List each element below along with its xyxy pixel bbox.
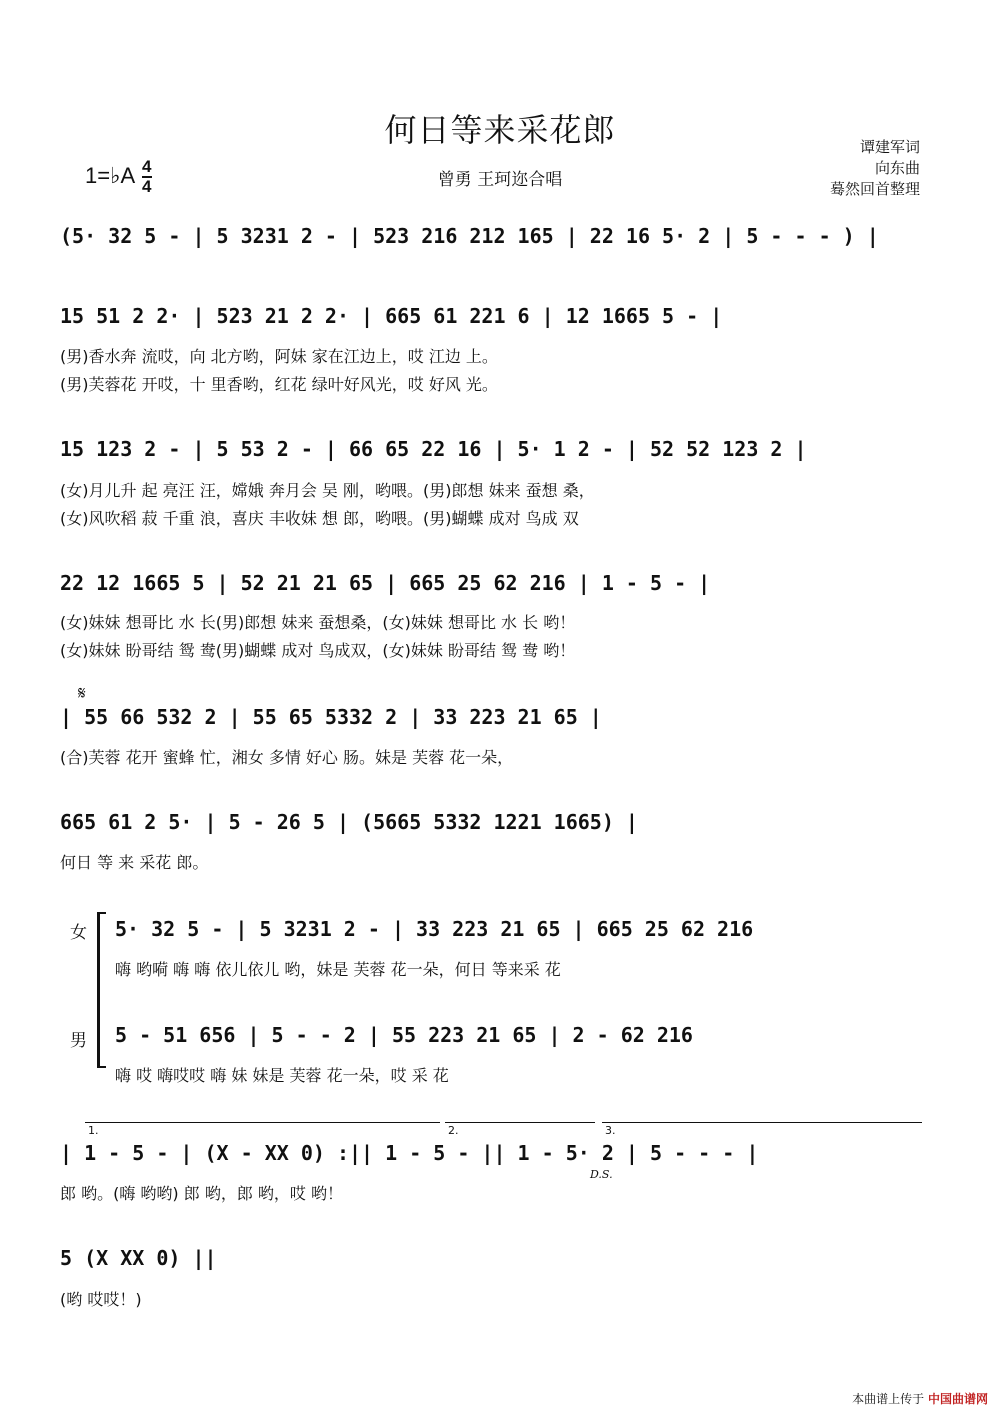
volta-number-1: 1. — [88, 1124, 99, 1137]
performers: 曾勇 王珂迩合唱 — [437, 170, 563, 190]
voice-label-male: 男 — [70, 1031, 87, 1051]
notation-row-female: 5· 32 5 - | 5 3231 2 - | 33 223 21 65 | 665 25 62 216 — [115, 917, 754, 941]
volta-bracket-2 — [445, 1122, 595, 1123]
volta-number-3: 3. — [605, 1124, 616, 1137]
system-brace — [97, 912, 106, 1068]
lyrics-endings: 郎 哟。(嗨 哟哟) 郎 哟，郎 哟，哎 哟！ — [60, 1184, 344, 1203]
dal-segno-mark: D.S. — [590, 1168, 613, 1181]
volta-bracket-3 — [602, 1122, 922, 1123]
voice-label-female: 女 — [70, 923, 87, 943]
volta-bracket-1 — [85, 1122, 440, 1123]
lyrics-verse-a-2: (男)芙蓉花 开哎，十 里香哟，红花 绿叶好风光，哎 好风 光。 — [60, 375, 498, 394]
notation-row-endings: | 1 - 5 - | (X - XX 0) :|| 1 - 5 - || 1 - 5· 2 | 5 - - - | — [60, 1141, 759, 1165]
arranger: 蓦然回首整理 — [829, 180, 920, 198]
credits — [830, 137, 920, 200]
notation-row-verse-b: 15 123 2 - | 5 53 2 - | 66 65 22 16 | 5· 1 2 - | 52 52 123 2 | — [60, 437, 807, 461]
lyrics-verse-c-1: (女)妹妹 想哥比 水 长(男)郎想 妹来 蚕想桑，(女)妹妹 想哥比 水 长 哟！ — [60, 613, 576, 632]
footer-credit — [852, 1390, 988, 1407]
lyrics-chorus-a: (合)芙蓉 花开 蜜蜂 忙，湘女 多情 好心 肠。妹是 芙蓉 花一朵， — [60, 748, 514, 767]
lyrics-final: (哟 哎哎！) — [60, 1290, 142, 1309]
notation-row-chorus-b: 665 61 2 5· | 5 - 26 5 | (5665 5332 1221 1665) | — [60, 810, 638, 834]
notation-row-male: 5 - 51 656 | 5 - - 2 | 55 223 21 65 | 2 - 62 216 — [115, 1023, 693, 1047]
composer: 向东曲 — [874, 159, 920, 177]
time-signature — [142, 158, 151, 196]
notation-row-intro: (5· 32 5 - | 5 3231 2 - | 523 216 212 165 | 22 16 5· 2 | 5 - - - ) | — [60, 224, 879, 248]
lyrics-verse-b-1: (女)月儿升 起 亮汪 汪，嫦娥 奔月会 吴 刚，哟喂。(男)郎想 妹来 蚕想 桑， — [60, 481, 595, 500]
time-bottom: 4 — [142, 177, 152, 196]
song-title: 何日等来采花郎 — [384, 111, 616, 149]
notation-row-verse-c: 22 12 1665 5 | 52 21 21 65 | 665 25 62 216 | 1 - 5 - | — [60, 571, 711, 595]
notation-row-verse-a: 15 51 2 2· | 523 21 2 2· | 665 61 221 6 | 12 1665 5 - | — [60, 304, 723, 328]
site-logo[interactable]: 中国曲谱网 — [927, 1392, 988, 1406]
lyrics-chorus-b: 何日 等 来 采花 郎。 — [60, 853, 209, 872]
notation-row-final: 5 (X XX 0) || — [60, 1246, 217, 1270]
key-signature — [85, 158, 152, 196]
time-top: 4 — [142, 157, 152, 176]
lyrics-verse-b-2: (女)风吹稻 菽 千重 浪，喜庆 丰收妹 想 郎，哟喂。(男)蝴蝶 成对 鸟成 双 — [60, 509, 579, 528]
lyrics-verse-c-2: (女)妹妹 盼哥结 鸳 鸯(男)蝴蝶 成对 鸟成双，(女)妹妹 盼哥结 鸳 鸯 哟！ — [60, 641, 576, 660]
lyrics-verse-a-1: (男)香水奔 流哎，向 北方哟，阿妹 家在江边上，哎 江边 上。 — [60, 347, 498, 366]
lyrics-female: 嗨 哟嗬 嗨 嗨 依儿依儿 哟，妹是 芙蓉 花一朵，何日 等来采 花 — [115, 960, 561, 979]
key-label: 1=♭A — [85, 162, 134, 188]
segno-sign: 𝄋 — [78, 683, 86, 704]
lyrics-male: 嗨 哎 嗨哎哎 嗨 妹 妹是 芙蓉 花一朵，哎 采 花 — [115, 1066, 449, 1085]
notation-row-chorus-a: | 55 66 532 2 | 55 65 5332 2 | 33 223 21 65 | — [60, 705, 602, 729]
lyricist: 谭建军词 — [859, 138, 920, 156]
footer-text: 本曲谱上传于 — [852, 1392, 925, 1406]
volta-number-2: 2. — [448, 1124, 459, 1137]
